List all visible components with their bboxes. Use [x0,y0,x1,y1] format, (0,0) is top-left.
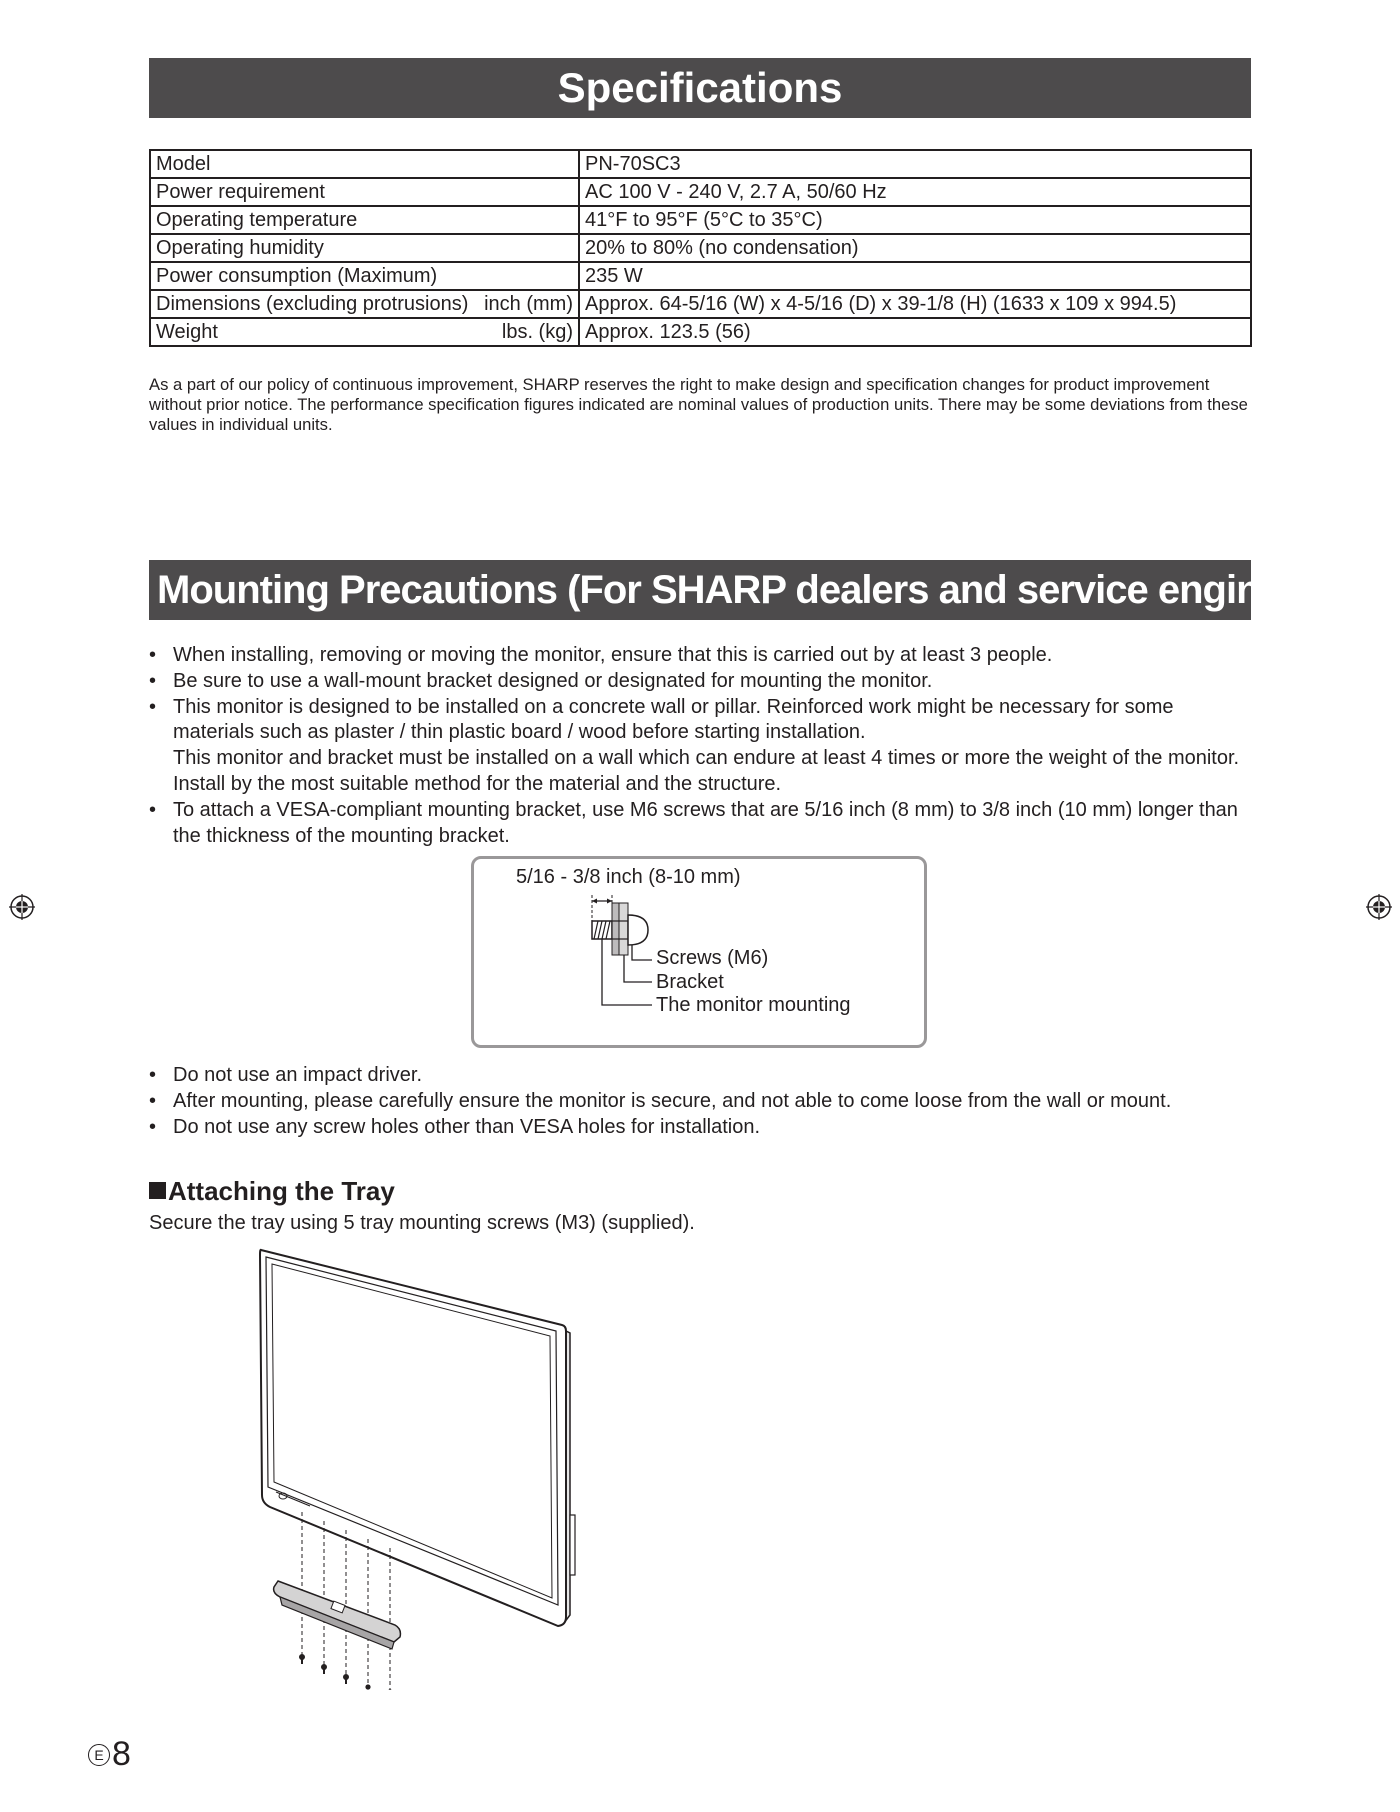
screws-label: Screws (M6) [656,947,769,969]
spec-label: Operating humidity [156,237,324,259]
spec-value: 41°F to 95°F (5°C to 35°C) [579,206,1251,234]
list-item-text: To attach a VESA-compliant mounting bracket, use M6 screws that are 5/16 inch (8 mm) to 3/8 inch (10 mm) longer than the thickness of the mounting bracket. [173,798,1238,847]
mounting-precautions-list [149,643,1259,849]
monitor-tray-illustration [250,1245,590,1690]
spec-label: Operating temperature [156,209,358,231]
mounting-precautions-heading [149,560,1351,620]
list-item [149,1115,1259,1141]
spec-value: Approx. 64-5/16 (W) x 4-5/16 (D) x 39-1/8 (H) (1633 x 109 x 994.5) [579,290,1251,318]
spec-unit: inch (mm) [484,293,573,315]
spec-label: Dimensions (excluding protrusions) [156,293,469,315]
spec-value: Approx. 123.5 (56) [579,318,1251,346]
spec-label: Power requirement [156,181,325,203]
specifications-table [149,149,1252,347]
list-item-text: When installing, removing or moving the monitor, ensure that this is carried out by at least 3 people. [173,644,1053,666]
list-item [149,1089,1259,1115]
list-item [149,643,1259,669]
list-item [149,669,1259,695]
table-row [150,318,1251,346]
screw-length-figure [471,856,927,1048]
table-row [150,290,1251,318]
spec-label-cell [150,290,579,318]
list-item-text: This monitor is designed to be installed on a concrete wall or pillar. Reinforced work might be necessary for some materials such as plaster / thin plastic board / wood before starting installation. [173,695,1174,744]
monitor-mounting-label: The monitor mounting [656,994,851,1016]
attaching-tray-instructions: Secure the tray using 5 tray mounting screws (M3) (supplied). [149,1212,695,1234]
bullet-glyph: • [149,798,157,821]
bullet-glyph: • [149,1115,157,1138]
attaching-tray-heading [149,1176,395,1206]
spec-label-cell [150,206,579,234]
bullet-glyph: • [149,644,157,666]
list-item [149,695,1259,798]
table-row [150,262,1251,290]
table-row [150,178,1251,206]
spec-value: 235 W [579,262,1251,290]
specifications-title: Specifications [557,64,843,111]
spec-unit: lbs. (kg) [501,321,573,343]
mounting-precautions-title: Mounting Precautions (For SHARP dealers and service engineers) [157,567,1351,612]
spec-label-cell [150,150,579,178]
attaching-tray-title: Attaching the Tray [168,1176,395,1206]
bracket-label: Bracket [656,971,724,993]
screw-length-dimension: 5/16 - 3/8 inch (8-10 mm) [516,866,741,888]
spec-value: 20% to 80% (no condensation) [579,234,1251,262]
language-mark-icon: E [88,1744,110,1766]
spec-label-cell [150,262,579,290]
square-bullet-icon [149,1182,166,1199]
list-item [149,798,1259,850]
registration-mark-icon [9,894,35,920]
spec-value: AC 100 V - 240 V, 2.7 A, 50/60 Hz [579,178,1251,206]
spec-label-cell [150,178,579,206]
page-number-value: 8 [112,1735,131,1773]
bullet-glyph: • [149,695,157,718]
specifications-heading [149,58,1251,118]
list-item-text: After mounting, please carefully ensure the monitor is secure, and not able to come loose from the wall or mount. [173,1089,1172,1112]
table-row [150,206,1251,234]
registration-mark-icon [1366,894,1392,920]
specification-note: As a part of our policy of continuous improvement, SHARP reserves the right to make design and specification changes for product improvement without prior notice. The performance specification figures indicated are nominal values of production units. There may be some deviations from these values in individual units. [149,375,1248,434]
table-row [150,234,1251,262]
list-item [149,1063,1259,1089]
page-number [88,1735,131,1774]
list-item-text: Be sure to use a wall-mount bracket designed or designated for mounting the monitor. [173,669,933,692]
spec-label: Weight [156,321,218,343]
bullet-glyph: • [149,669,157,692]
list-item-text: Do not use any screw holes other than VESA holes for installation. [173,1115,761,1138]
list-item-subtext: This monitor and bracket must be installed on a wall which can endure at least 4 times or more the weight of the monitor. Install by the most suitable method for the material and the structure. [173,747,1240,795]
bullet-glyph: • [149,1089,157,1112]
spec-label: Model [156,153,211,175]
mounting-warnings-list [149,1063,1259,1140]
spec-label: Power consumption (Maximum) [156,265,438,287]
bullet-glyph: • [149,1064,157,1086]
spec-value: PN-70SC3 [579,150,1251,178]
spec-label-cell [150,318,579,346]
list-item-text: Do not use an impact driver. [173,1064,423,1086]
table-row [150,150,1251,178]
spec-label-cell [150,234,579,262]
